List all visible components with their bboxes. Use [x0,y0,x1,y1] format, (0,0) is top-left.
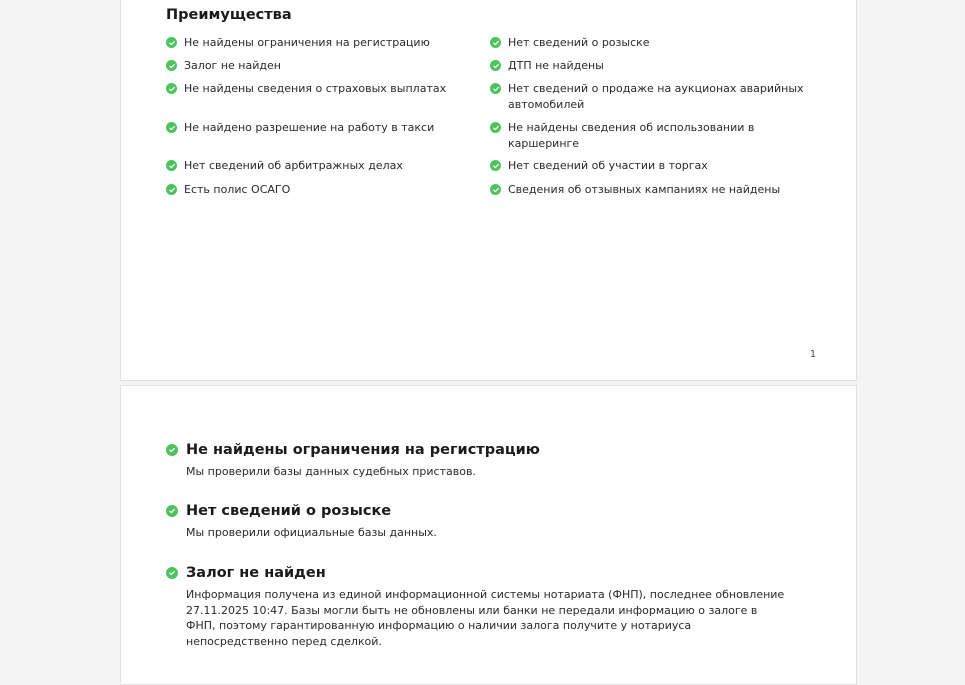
advantage-label: Есть полис ОСАГО [184,183,291,196]
check-circle-icon [490,37,501,48]
advantage-label: Нет сведений об арбитражных делах [184,159,403,172]
advantage-label: Сведения об отзывных кампаниях не найдены [508,183,781,196]
detail-section [166,565,786,649]
check-circle-icon [166,184,177,195]
advantage-label: Не найдены сведения об использовании в каршеринге [508,121,755,150]
advantages-list [166,35,816,205]
advantage-item [490,182,816,205]
advantage-label: Не найдены сведения о страховых выплатах [184,82,447,95]
advantage-item [166,81,490,120]
advantage-label: Не найдены ограничения на регистрацию [184,36,430,49]
advantage-item [490,81,816,120]
detail-title: Нет сведений о розыске [186,503,392,519]
check-circle-icon [490,83,501,94]
check-circle-icon [166,444,178,456]
detail-text: Информация получена из единой информационной системы нотариата (ФНП), последнее обновление 27.11.2025 10:47. Базы могли быть не обновлены или банки не передали информацию о залоге в ФНП, поэтому гарантированную информацию о наличии залога получите у нотариуса непосредственно перед сделкой. [186,588,785,648]
advantage-label: Нет сведений об участии в торгах [508,159,708,172]
check-circle-icon [166,505,178,517]
check-circle-icon [490,184,501,195]
document-page-1 [120,0,857,381]
check-circle-icon [490,60,501,71]
advantages-title: Преимущества [166,7,292,23]
advantage-label: Нет сведений о розыске [508,36,650,49]
detail-section [166,503,786,541]
page-number: 1 [809,349,816,360]
check-circle-icon [166,160,177,171]
check-circle-icon [490,122,501,133]
advantage-item [166,158,490,182]
detail-text: Мы проверили официальные базы данных. [186,526,437,539]
check-circle-icon [166,37,177,48]
check-circle-icon [166,83,177,94]
advantage-label: Залог не найден [184,59,281,72]
advantage-item [166,35,490,58]
detail-section [166,442,786,480]
check-circle-icon [166,567,178,579]
advantage-item [490,58,816,81]
advantage-item [490,158,816,182]
detail-title: Не найдены ограничения на регистрацию [186,442,540,458]
advantage-label: ДТП не найдены [508,59,604,72]
advantage-label: Нет сведений о продаже на аукционах аварийных автомобилей [508,82,804,111]
detail-title: Залог не найден [186,565,326,581]
check-circle-icon [166,122,177,133]
advantage-item [166,58,490,81]
advantage-item [166,120,490,158]
advantage-item [490,120,816,158]
detail-text: Мы проверили базы данных судебных приставов. [186,465,476,478]
advantage-item [490,35,816,58]
check-circle-icon [166,60,177,71]
advantage-item [166,182,490,205]
document-page-2 [120,385,857,685]
check-circle-icon [490,160,501,171]
advantage-label: Не найдено разрешение на работу в такси [184,121,435,134]
